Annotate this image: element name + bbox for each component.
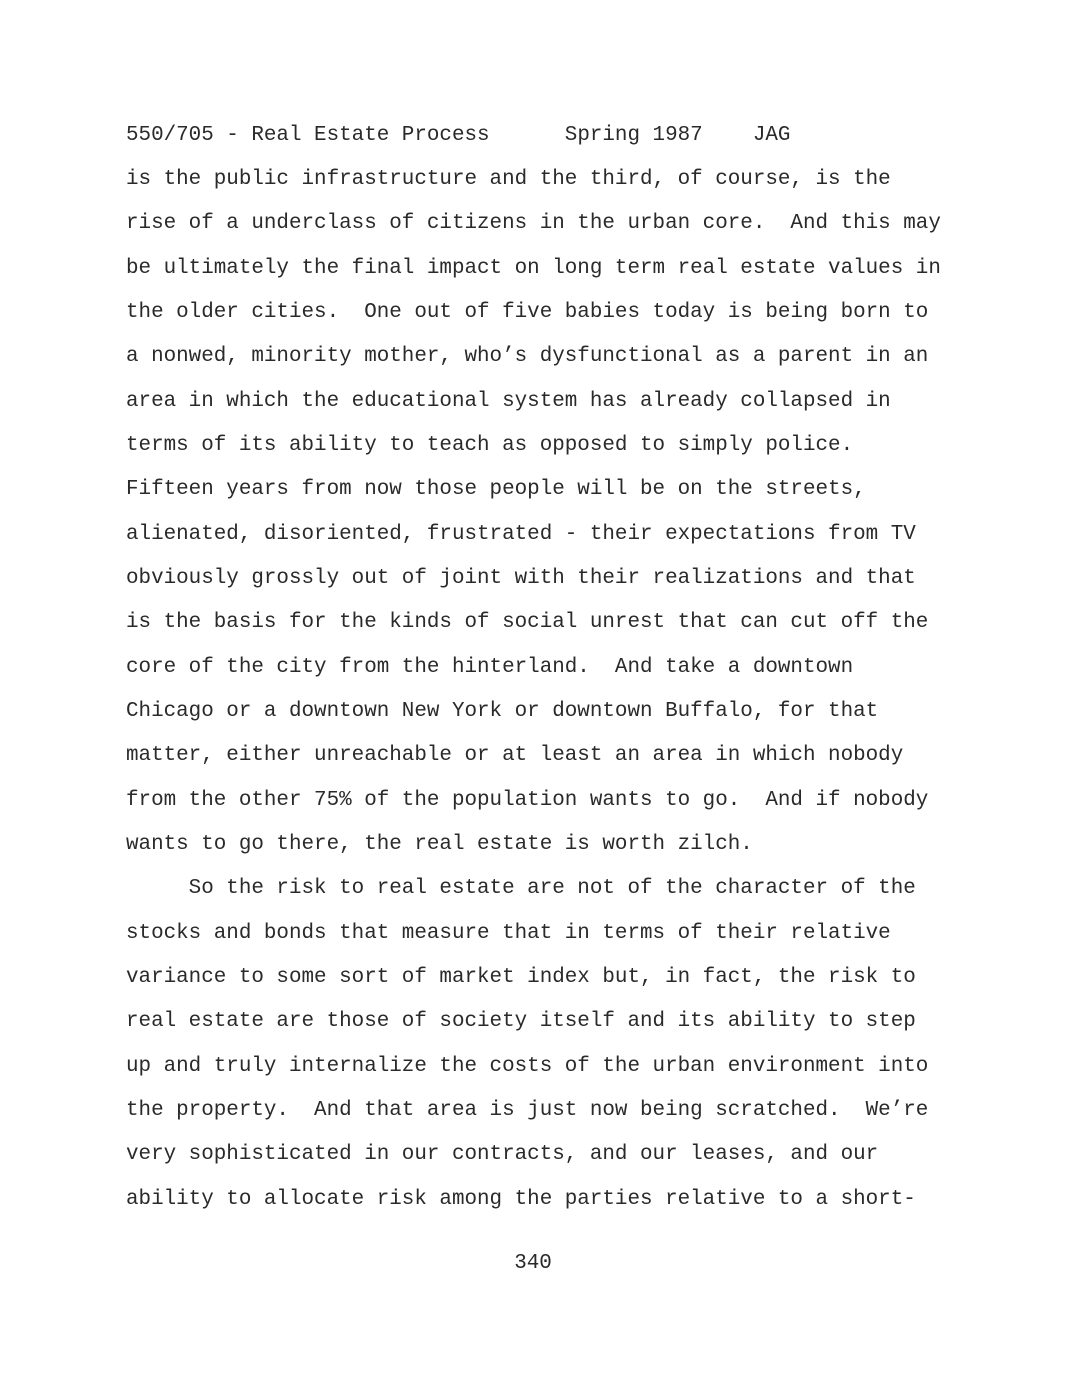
body-line: up and truly internalize the costs of the urban environment into [126,1055,929,1078]
body-line: obviously grossly out of joint with their realizations and that [126,567,916,590]
body-line: real estate are those of society itself and its ability to step [126,1010,916,1033]
body-line: variance to some sort of market index but, in fact, the risk to [126,966,916,989]
body-line: Chicago or a downtown New York or downtown Buffalo, for that [126,700,879,723]
body-line: from the other 75% of the population wants to go. And if nobody [126,789,929,812]
body-line: be ultimately the final impact on long term real estate values in [126,257,941,280]
body-line: is the public infrastructure and the third, of course, is the [126,168,891,191]
body-line: wants to go there, the real estate is worth zilch. [126,833,753,856]
header-term: Spring 1987 [564,124,703,147]
body-line: area in which the educational system has already collapsed in [126,390,891,413]
body-line: core of the city from the hinterland. And take a downtown [126,656,854,679]
body-line: a nonwed, minority mother, who’s dysfunctional as a parent in an [126,345,929,368]
body-line: the property. And that area is just now being scratched. We’re [126,1099,929,1122]
body-line: stocks and bonds that measure that in terms of their relative [126,922,891,945]
body-line: matter, either unreachable or at least an area in which nobody [126,744,904,767]
page-header [126,124,790,148]
body-line: alienated, disoriented, frustrated - their expectations from TV [126,523,916,546]
body-line: Fifteen years from now those people will be on the streets, [126,478,866,501]
body-line: the older cities. One out of five babies today is being born to [126,301,929,324]
page-number: 340 [514,1252,552,1275]
header-course: 550/705 - Real Estate Process [126,124,490,147]
body-line: very sophisticated in our contracts, and our leases, and our [126,1143,879,1166]
body-line: So the risk to real estate are not of the character of the [126,877,916,900]
header-initials: JAG [752,124,791,147]
body-line: terms of its ability to teach as opposed to simply police. [126,434,854,457]
body-line: rise of a underclass of citizens in the urban core. And this may [126,212,941,235]
body-line: is the basis for the kinds of social unrest that can cut off the [126,611,929,634]
body-line: ability to allocate risk among the parties relative to a short- [126,1188,916,1211]
